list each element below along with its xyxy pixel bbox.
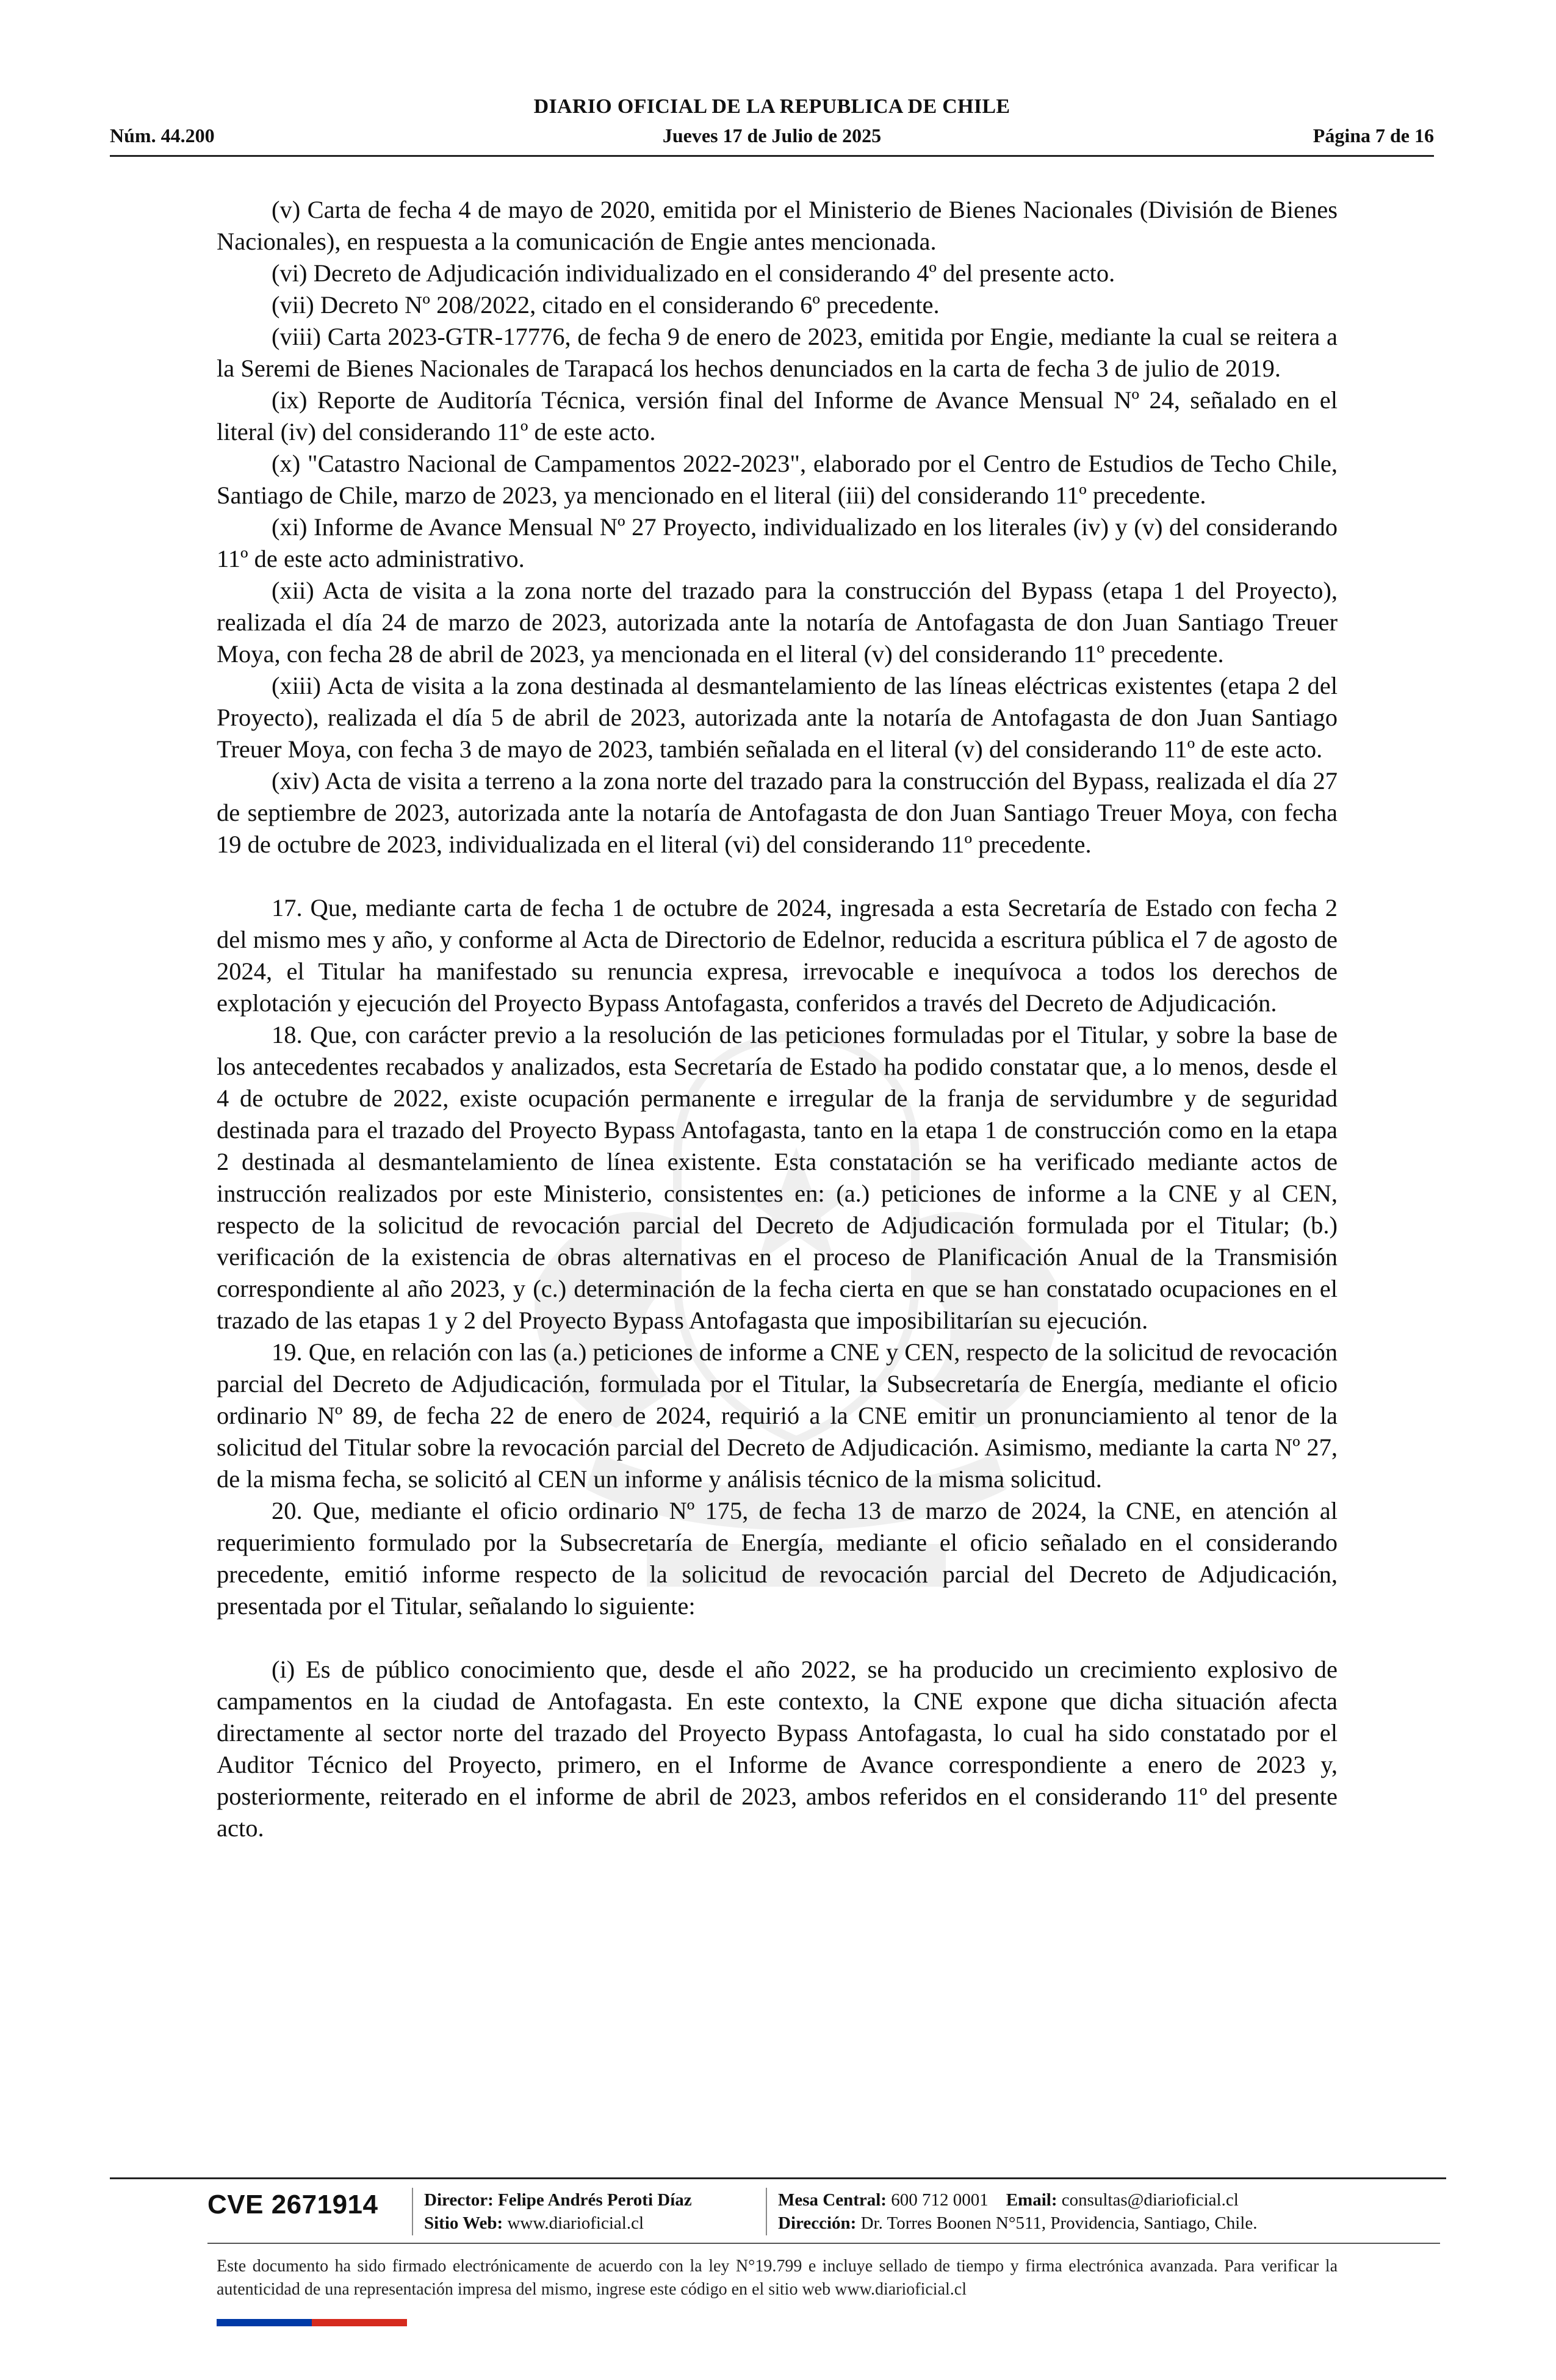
email-link[interactable]: consultas@diarioficial.cl xyxy=(1061,2190,1239,2210)
paragraph-considerando-17: 17. Que, mediante carta de fecha 1 de octubre de 2024, ingresada a esta Secretaría de Estado con fecha 2 del mismo mes y año, y conforme al Acta de Directorio de Edelnor, reducida a escritura pública el 7 de agosto de 2024, el Titular ha manifestado su renuncia expresa, irrevocable e inequívoca a todos los derechos de explotación y ejecución del Proyecto Bypass Antofagasta, conferidos a través del Decreto de Adjudicación. xyxy=(217,894,1338,1017)
issue-date: Jueves 17 de Julio de 2025 xyxy=(662,124,882,146)
paragraph-considerando-20: 20. Que, mediante el oficio ordinario Nº 175, de fecha 13 de marzo de 2024, la CNE, en atención al requerimiento formulado por la Subsecretaría de Energía, mediante el oficio señalado en el considerando precedente, emitió informe respecto de la solicitud de revocación parcial del Decreto de Adjudicación, presentada por el Titular, señalando lo siguiente: xyxy=(217,1497,1338,1620)
paragraph-item-ix: (ix) Reporte de Auditoría Técnica, versión final del Informe de Avance Mensual Nº 24, señalado en el literal (iv) del considerando 11º de este acto. xyxy=(217,386,1338,445)
paragraph-considerando-19: 19. Que, en relación con las (a.) peticiones de informe a CNE y CEN, respecto de la solicitud de revocación parcial del Decreto de Adjudicación, formulada por el Titular, la Subsecretaría de Energía, mediante el oficio ordinario Nº 89, de fecha 22 de enero de 2024, requirió a la CNE emitir un pronunciamiento al tenor de la solicitud del Titular sobre la revocación parcial del Decreto de Adjudicación. Asimismo, mediante la carta Nº 27, de la misma fecha, se solicitó al CEN un informe y análisis técnico de la misma solicitud. xyxy=(217,1338,1338,1493)
paragraph-item-x: (x) "Catastro Nacional de Campamentos 2022-2023", elaborado por el Centro de Estudios de Techo Chile, Santiago de Chile, marzo de 2023, ya mencionado en el literal (iii) del considerando 11º precedente. xyxy=(217,450,1338,509)
paragraph-item-vi: (vi) Decreto de Adjudicación individualizado en el considerando 4º del presente acto. xyxy=(272,259,1115,287)
address-text: Dr. Torres Boonen N°511, Providencia, Santiago, Chile. xyxy=(860,2213,1258,2233)
header-divider xyxy=(110,155,1434,157)
footer-contact-block xyxy=(778,2188,1257,2235)
paragraph-item-xiii: (xiii) Acta de visita a la zona destinada al desmantelamiento de las líneas eléctricas existentes (etapa 2 del Proyecto), realizada el día 5 de abril de 2023, autorizada ante la notaría de Antofagasta de don Juan Santiago Treuer Moya, con fecha 3 de mayo de 2023, también señalada en el literal (v) del considerando 11º de este acto. xyxy=(217,672,1338,763)
legal-notice: Este documento ha sido firmado electrónicamente de acuerdo con la ley N°19.799 e incluye sellado de tiempo y firma electrónica avanzada. Para verificar la autenticidad de una representación impresa del mismo, ingrese este código en el sitio web www.diarioficial.cl xyxy=(217,2257,1338,2299)
website-link[interactable]: www.diarioficial.cl xyxy=(507,2213,644,2233)
email-label: Email: xyxy=(1006,2190,1057,2210)
page-header xyxy=(110,92,1434,159)
document-body xyxy=(217,194,1338,1844)
paragraph-considerando-18: 18. Que, con carácter previo a la resolución de las peticiones formuladas por el Titular, y sobre la base de los antecedentes recabados y analizados, esta Secretaría de Estado ha podido constatar que, a lo menos, desde el 4 de octubre de 2022, existe ocupación permanente e irregular de la franja de servidumbre y de seguridad destinada para el trazado del Proyecto Bypass Antofagasta, tanto en la etapa 1 de construcción como en la etapa 2 destinada al desmantelamiento de línea existente. Esta constatación se ha verificado mediante actos de instrucción realizados por este Ministerio, consistentes en: (a.) peticiones de informe a la CNE y al CEN, respecto de la solicitud de revocación parcial del Decreto de Adjudicación formulada por el Titular; (b.) verificación de la existencia de obras alternativas en el proceso de Planificación Anual de la Transmisión correspondiente al año 2023, y (c.) determinación de la fecha cierta en que se han constatado ocupaciones en el trazado de las etapas 1 y 2 del Proyecto Bypass Antofagasta que imposibilitarían su ejecución. xyxy=(217,1021,1338,1334)
paragraph-item-xiv: (xiv) Acta de visita a terreno a la zona norte del trazado para la construcción del Bypass, realizada el día 27 de septiembre de 2023, autorizada ante la notaría de Antofagasta de don Juan Santiago Treuer Moya, con fecha 19 de octubre de 2023, individualizada en el literal (vi) del considerando 11º precedente. xyxy=(217,767,1338,858)
flag-red-segment xyxy=(312,2319,407,2326)
website-label: Sitio Web: xyxy=(424,2213,503,2233)
footer-director-block xyxy=(424,2188,692,2235)
footer-divider xyxy=(207,2243,1440,2244)
issue-number: Núm. 44.200 xyxy=(110,124,215,146)
paragraph-item-v: (v) Carta de fecha 4 de mayo de 2020, emitida por el Ministerio de Bienes Nacionales (División de Bienes Nacionales), en respuesta a la comunicación de Engie antes mencionada. xyxy=(217,196,1338,255)
director-name: Felipe Andrés Peroti Díaz xyxy=(498,2190,692,2210)
paragraph-item-xi: (xi) Informe de Avance Mensual Nº 27 Proyecto, individualizado en los literales (iv) y (v) del considerando 11º de este acto administrativo. xyxy=(217,513,1338,572)
flag-blue-segment xyxy=(217,2319,312,2326)
footer-separator xyxy=(412,2188,413,2235)
cve-code: CVE 2671914 xyxy=(207,2190,378,2220)
phone-label: Mesa Central: xyxy=(778,2190,887,2210)
publication-title: DIARIO OFICIAL DE LA REPUBLICA DE CHILE xyxy=(533,95,1010,118)
paragraph-item-vii: (vii) Decreto Nº 208/2022, citado en el considerando 6º precedente. xyxy=(272,291,940,319)
paragraph-item-xii: (xii) Acta de visita a la zona norte del trazado para la construcción del Bypass (etapa 1 del Proyecto), realizada el día 24 de marzo de 2023, autorizada ante la notaría de Antofagasta de don Juan Santiago Treuer Moya, con fecha 28 de abril de 2023, ya mencionada en el literal (v) del considerando 11º precedente. xyxy=(217,577,1338,668)
director-label: Director: xyxy=(424,2190,494,2210)
page-number: Página 7 de 16 xyxy=(1313,124,1434,146)
paragraph-item-viii: (viii) Carta 2023-GTR-17776, de fecha 9 de enero de 2023, emitida por Engie, mediante la cual se reitera a la Seremi de Bienes Nacionales de Tarapacá los hechos denunciados en la carta de fecha 3 de julio de 2019. xyxy=(217,323,1338,382)
paragraph-item-i: (i) Es de público conocimiento que, desde el año 2022, se ha producido un crecimiento explosivo de campamentos en la ciudad de Antofagasta. En este contexto, la CNE expone que dicha situación afecta directamente al sector norte del trazado del Proyecto Bypass Antofagasta, lo cual ha sido constatado por el Auditor Técnico del Proyecto, primero, en el Informe de Avance correspondiente a enero de 2023 y, posteriormente, reiterado en el informe de abril de 2023, ambos referidos en el considerando 11º del presente acto. xyxy=(217,1656,1338,1842)
flag-stripe xyxy=(217,2319,407,2326)
phone-number: 600 712 0001 xyxy=(891,2190,989,2210)
address-label: Dirección: xyxy=(778,2213,857,2233)
footer-divider xyxy=(110,2177,1446,2179)
footer-separator xyxy=(766,2188,767,2235)
